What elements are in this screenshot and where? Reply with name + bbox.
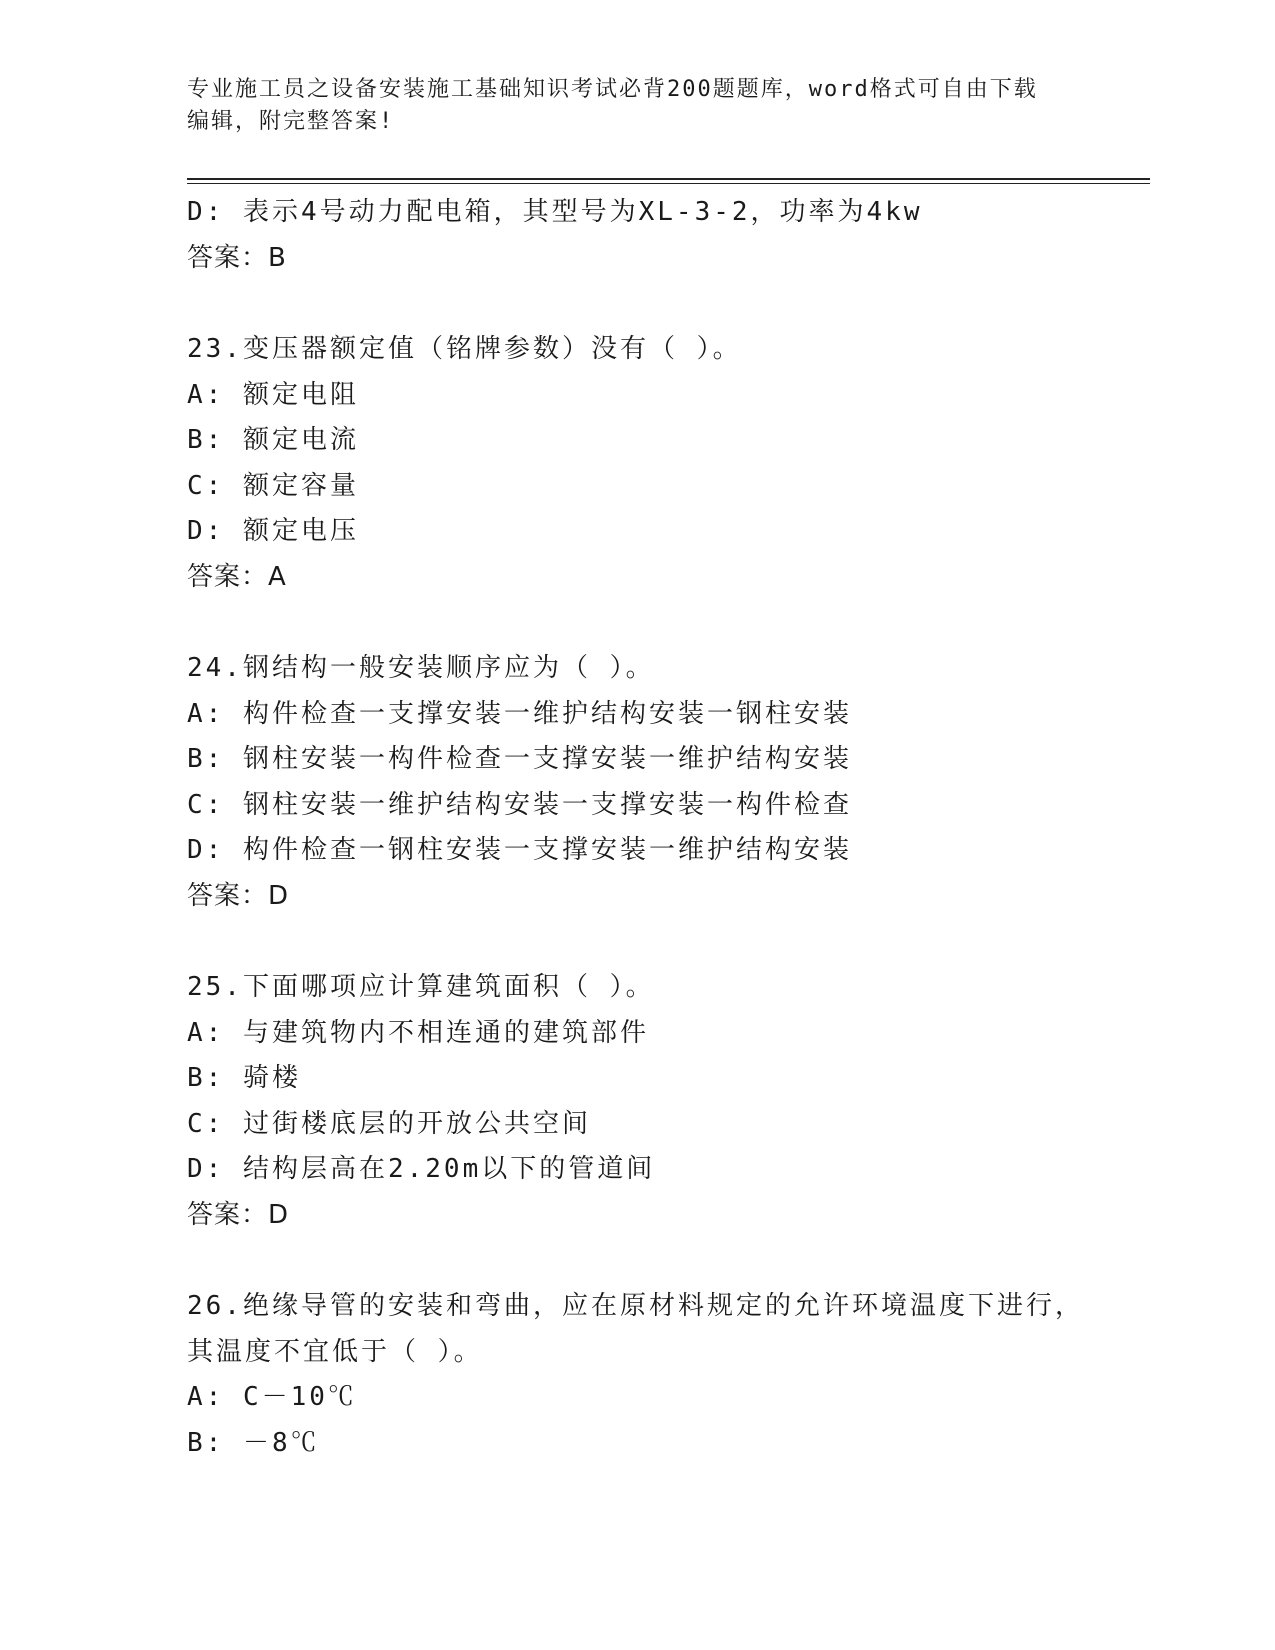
header-title-line-2: 编辑，附完整答案! <box>187 109 395 134</box>
option-b: B: 额定电流 <box>187 425 359 455</box>
question-stem-line-1: 26.绝缘导管的安装和弯曲，应在原材料规定的允许环境温度下进行， <box>187 1291 1084 1321</box>
page-header <box>187 74 1087 138</box>
answer-line: 答案：B <box>187 242 287 273</box>
option-c: C: 过街楼底层的开放公共空间 <box>187 1108 591 1139</box>
question-24 <box>187 646 1147 919</box>
option-d: D: 额定电压 <box>187 516 359 546</box>
question-26 <box>187 1284 1147 1466</box>
answer-line: 答案：A <box>187 561 287 592</box>
question-spacer <box>187 600 1147 646</box>
option-a: A: 额定电阻 <box>187 379 359 410</box>
question-stem: 25.下面哪项应计算建筑面积（ ）。 <box>187 972 655 1002</box>
option-a: A: 构件检查一支撑安装一维护结构安装一钢柱安装 <box>187 698 852 729</box>
question-22-continued <box>187 190 1147 281</box>
question-spacer <box>187 1238 1147 1284</box>
option-b: B: 骑楼 <box>187 1063 301 1093</box>
question-content <box>187 190 1147 1466</box>
option-a: A: C－10℃ <box>187 1382 357 1412</box>
question-stem-line-2: 其温度不宜低于（ ）。 <box>187 1336 483 1367</box>
header-divider-thin <box>187 183 1150 184</box>
question-stem: 23.变压器额定值（铭牌参数）没有（ ）。 <box>187 334 742 364</box>
option-c: C: 钢柱安装一维护结构安装一支撑安装一构件检查 <box>187 789 852 820</box>
answer-line: 答案：D <box>187 880 290 911</box>
question-23 <box>187 327 1147 600</box>
header-title-line-1: 专业施工员之设备安装施工基础知识考试必背200题题库，word格式可自由下载 <box>187 77 1038 102</box>
option-d: D: 表示4号动力配电箱，其型号为XL-3-2，功率为4kw <box>187 197 923 227</box>
option-a: A: 与建筑物内不相连通的建筑部件 <box>187 1017 649 1048</box>
option-b: B: 钢柱安装一构件检查一支撑安装一维护结构安装 <box>187 744 852 774</box>
option-d: D: 构件检查一钢柱安装一支撑安装一维护结构安装 <box>187 835 852 865</box>
answer-line: 答案：D <box>187 1199 290 1230</box>
question-spacer <box>187 281 1147 327</box>
question-stem: 24.钢结构一般安装顺序应为（ ）。 <box>187 653 655 683</box>
option-b: B: －8℃ <box>187 1427 320 1458</box>
question-25 <box>187 965 1147 1238</box>
option-d: D: 结构层高在2.20m以下的管道间 <box>187 1154 656 1184</box>
header-divider-thick <box>187 178 1150 180</box>
question-spacer <box>187 919 1147 965</box>
option-c: C: 额定容量 <box>187 470 359 501</box>
